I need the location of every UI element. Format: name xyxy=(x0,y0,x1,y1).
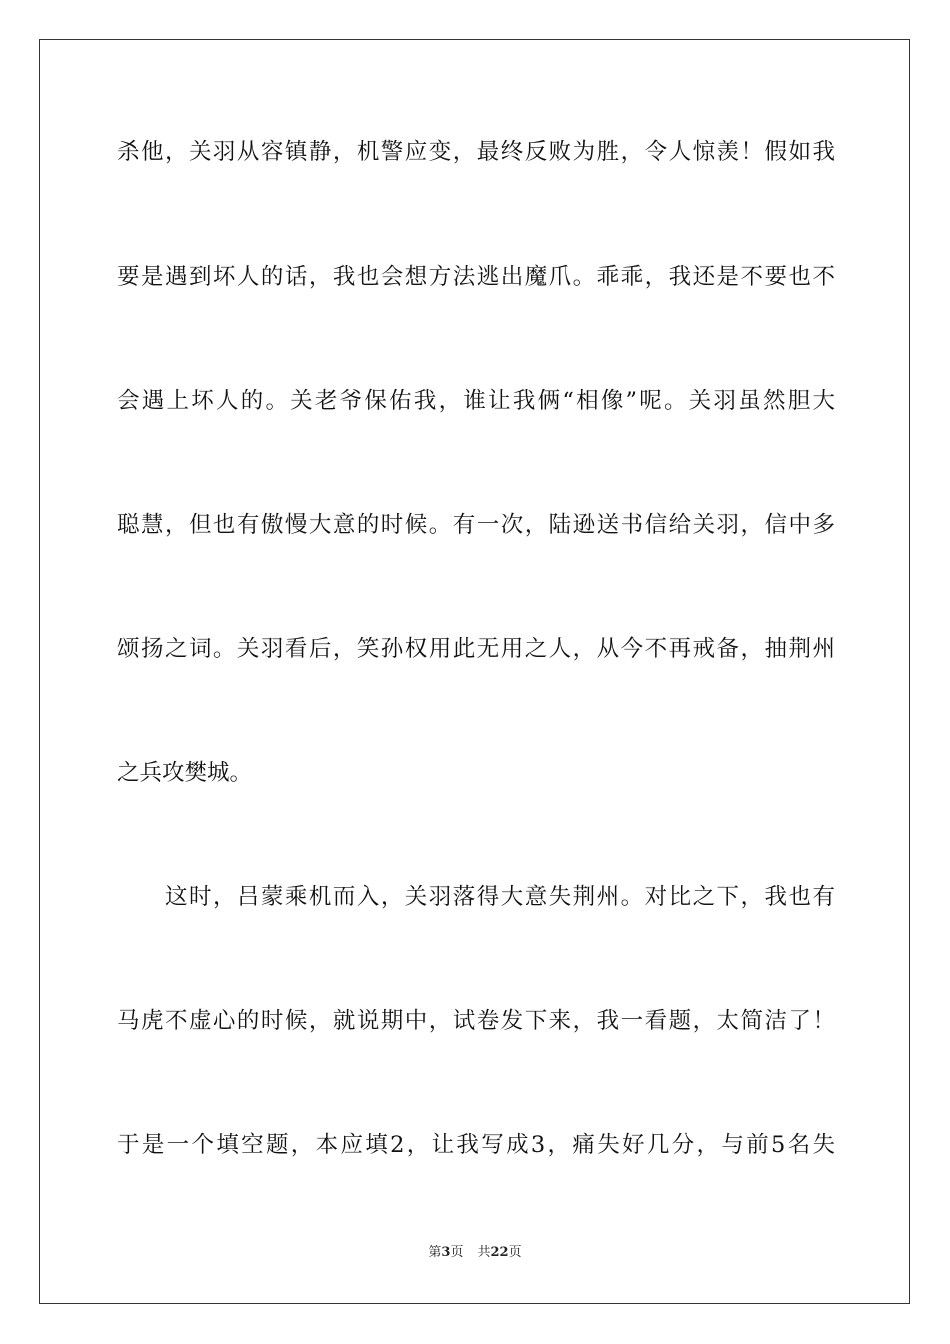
text-line: 聪慧，但也有傲慢大意的时候。有一次，陆逊送书信给关羽，信中多 xyxy=(117,512,835,538)
total-prefix: 共 xyxy=(477,1245,491,1260)
text-line: 之兵攻樊城。 xyxy=(117,760,253,786)
page-footer xyxy=(0,1244,950,1262)
page-number: 3 xyxy=(441,1245,451,1260)
text-line: 马虎不虚心的时候，就说期中，试卷发下来，我一看题，太简洁了！ xyxy=(117,1008,835,1034)
text-line: 要是遇到坏人的话，我也会想方法逃出魔爪。乖乖，我还是不要也不 xyxy=(117,264,835,290)
page-suffix: 页 xyxy=(450,1245,464,1260)
total-pages: 22 xyxy=(490,1245,509,1260)
text-line: 会遇上坏人的。关老爷保佑我，谁让我俩“相像”呢。关羽虽然胆大 xyxy=(117,388,835,414)
text-line: 颂扬之词。关羽看后，笑孙权用此无用之人，从今不再戒备，抽荆州 xyxy=(117,636,835,662)
text-line: 于是一个填空题，本应填2，让我写成3，痛失好几分，与前5名失 xyxy=(117,1132,835,1158)
text-line: 杀他，关羽从容镇静，机警应变，最终反败为胜，令人惊羡！假如我 xyxy=(117,139,835,165)
paragraph-first-line: 这时，吕蒙乘机而入，关羽落得大意失荆州。对比之下，我也有 xyxy=(165,884,835,910)
page-border xyxy=(39,39,910,1304)
total-suffix: 页 xyxy=(508,1245,522,1260)
page-prefix: 第 xyxy=(428,1245,442,1260)
